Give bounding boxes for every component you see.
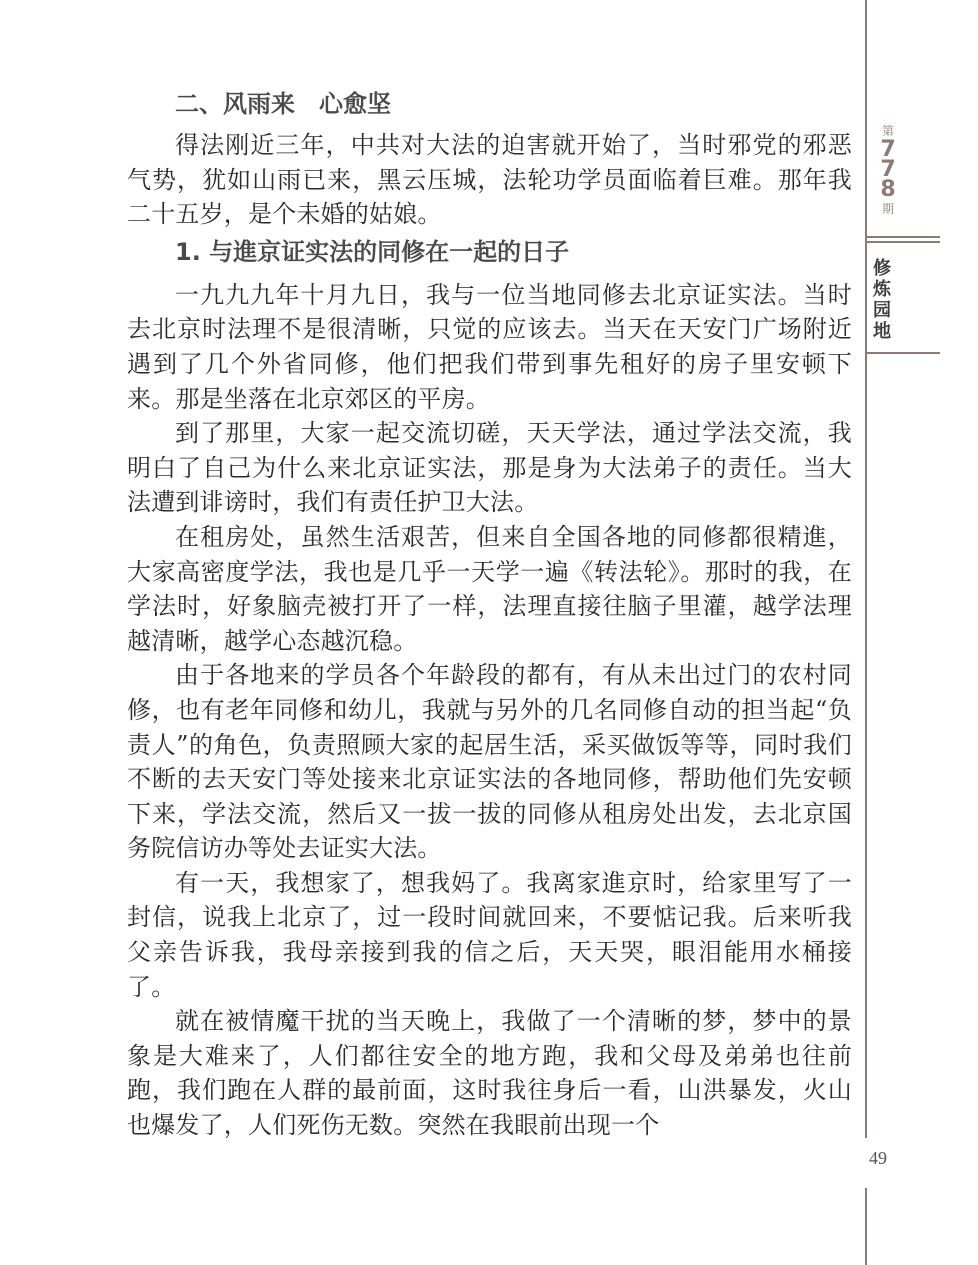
section-title: 修炼园地 — [873, 258, 891, 342]
margin-rule-bottom — [865, 1188, 867, 1265]
intro-paragraph: 得法刚近三年，中共对大法的迫害就开始了，当时邪党的邪恶气势，犹如山雨已来，黑云压城，法轮功学员面临着巨难。那年我二十五岁，是个未婚的姑娘。 — [127, 131, 852, 229]
body-paragraph: 就在被情魔干扰的当天晚上，我做了一个清晰的梦，梦中的景象是大难来了，人们都往安全的地方跑，我和父母及弟弟也往前跑，我们跑在人群的最前面，这时我往身后一看，山洪暴发，火山也爆发了，人们死伤无数。突然在我眼前出现一个 — [127, 1007, 852, 1140]
article-heading: 二、风雨来 心愈坚 — [175, 90, 391, 118]
issue-number-box — [868, 122, 908, 218]
sidebar-divider-bottom — [867, 352, 940, 354]
issue-digit-1: 7 — [880, 137, 896, 162]
article-body — [127, 88, 852, 1143]
body-paragraph: 在租房处，虽然生活艰苦，但来自全国各地的同修都很精進，大家高密度学法，我也是几乎一天学一遍《转法轮》。那时的我，在学法时，好象脑壳被打开了一样，法理直接往脑子里灌，越学法理越清晰，越学心态越沉稳。 — [127, 522, 852, 655]
margin-rule-top — [865, 0, 867, 1138]
issue-prefix: 第 — [881, 124, 894, 138]
sidebar-divider-top — [867, 236, 940, 238]
body-paragraph: 由于各地来的学员各个年龄段的都有，有从未出过门的农村同修，也有老年同修和幼儿，我就与另外的几名同修自动的担当起“负责人”的角色，负责照顾大家的起居生活，采买做饭等等，同时我们不断的去天安门等处接来北京证实法的各地同修，帮助他们先安顿下来，学法交流，然后又一拔一拔的同修从租房处出发，去北京国务院信访办等处去证实大法。 — [127, 661, 852, 863]
body-paragraph: 一九九九年十月九日，我与一位当地同修去北京证实法。当时去北京时法理不是很清晰，只觉的应该去。当天在天安门广场附近遇到了几个外省同修，他们把我们带到事先租好的房子里安顿下来。那是坐落在北京郊区的平房。 — [127, 280, 852, 413]
issue-digit-3: 8 — [880, 177, 896, 202]
article-subheading: 1. 与進京证实法的同修在一起的日子 — [175, 237, 570, 266]
body-paragraph: 到了那里，大家一起交流切磋，天天学法，通过学法交流，我明白了自己为什么来北京证实法，那是身为大法弟子的责任。当大法遭到诽谤时，我们有责任护卫大法。 — [127, 419, 852, 517]
body-paragraph: 有一天，我想家了，想我妈了。我离家進京时，给家里写了一封信，说我上北京了，过一段时间就回来，不要惦记我。后来听我父亲告诉我，我母亲接到我的信之后，天天哭，眼泪能用水桶接了。 — [127, 868, 852, 1001]
sidebar-divider-top-double — [867, 241, 940, 243]
issue-digit-2: 7 — [880, 157, 896, 182]
issue-suffix: 期 — [881, 202, 894, 216]
page-number: 49 — [869, 1148, 887, 1168]
